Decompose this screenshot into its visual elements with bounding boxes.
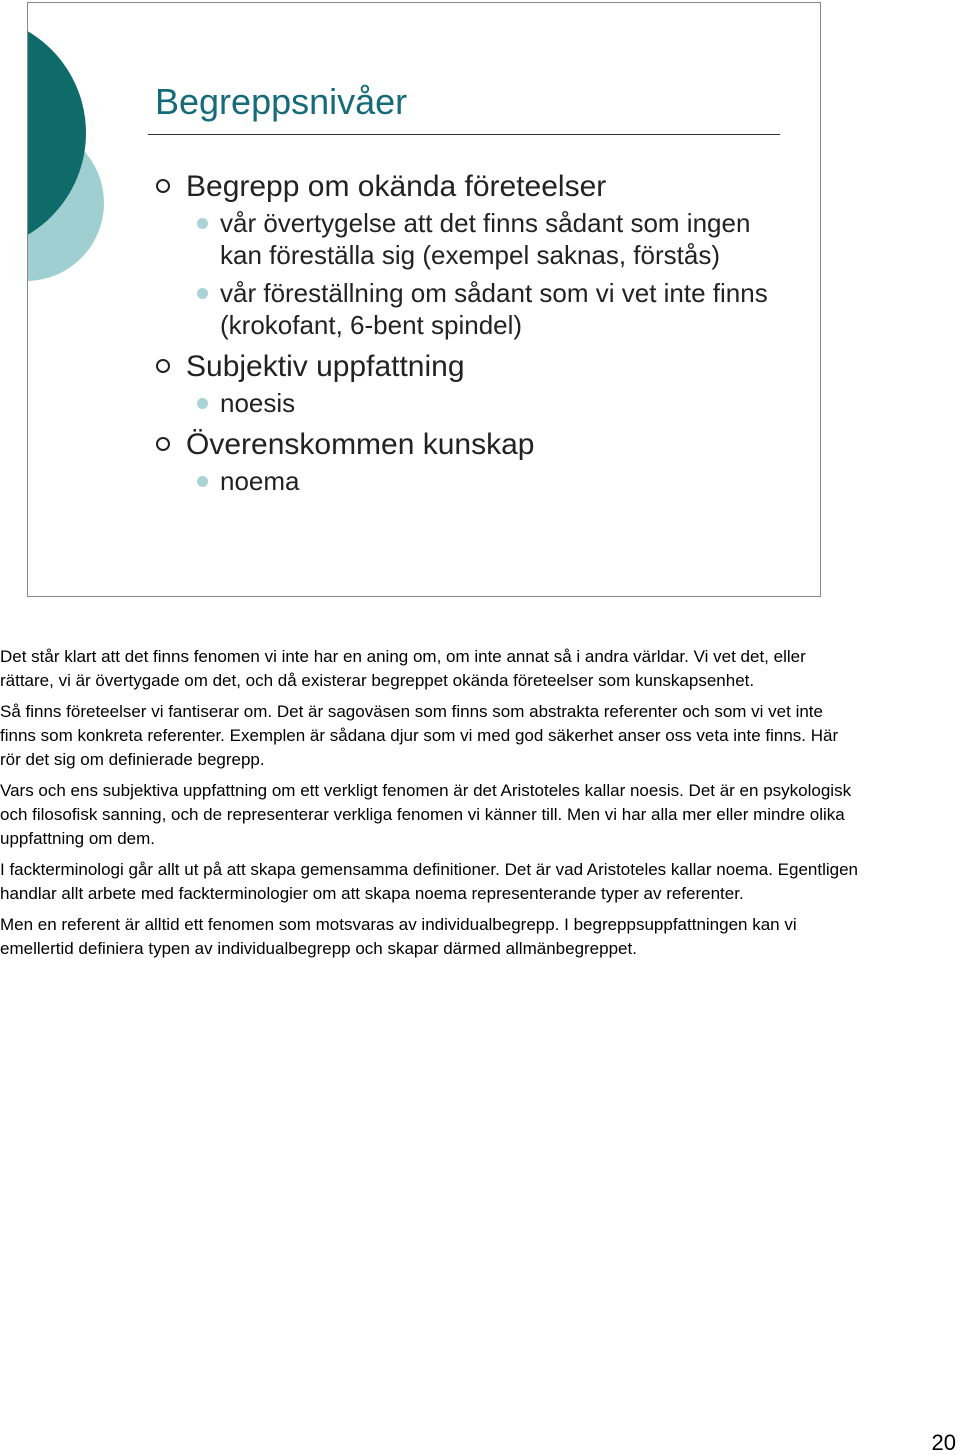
sub-bullet-label: vår föreställning om sådant som vi vet inte finns (krokofant, 6-bent spindel) bbox=[220, 278, 768, 340]
dot-icon bbox=[197, 288, 208, 299]
sub-bullet-label: vår övertygelse att det finns sådant som ingen kan föreställa sig (exempel saknas, förstås) bbox=[220, 208, 751, 270]
bullet-list bbox=[156, 167, 796, 497]
notes-paragraph: I fackterminologi går allt ut på att skapa gemensamma definitioner. Det är vad Aristoteles kallar noema. Egentligen handlar allt arbete med fackterminologier om att skapa noema representerande typer av referenter. bbox=[0, 860, 859, 903]
notes-paragraph: Det står klart att det finns fenomen vi inte har en aning om, om inte annat så i andra världar. Vi vet det, eller rättare, vi är övertygade om det, och då existerar begreppet okända företeelser som kunskapsenhet. bbox=[0, 647, 806, 690]
sub-bullet-item bbox=[156, 387, 796, 419]
notes-paragraph: Så finns företeelser vi fantiserar om. Det är sagoväsen som finns som abstrakta referenter och som vi vet inte finns som konkreta referenter. Exemplen är sådana djur som vi med god säkerhet anser oss veta inte finns. Här rör det sig om definierade begrepp. bbox=[0, 702, 839, 769]
speaker-notes bbox=[0, 645, 860, 968]
slide bbox=[27, 2, 821, 597]
notes-paragraph: Vars och ens subjektiva uppfattning om ett verkligt fenomen är det Aristoteles kallar noesis. Det är en psykologisk och filosofisk sanning, och de representerar verkliga fenomen vi känner till. Men vi har alla mer eller mindre olika uppfattning om dem. bbox=[0, 781, 852, 848]
notes-paragraph: Men en referent är alltid ett fenomen som motsvaras av individualbegrepp. I begreppsuppfattningen kan vi emellertid definiera typen av individualbegrepp och skapar därmed allmänbegreppet. bbox=[0, 915, 797, 958]
dot-icon bbox=[197, 218, 208, 229]
bullet-label: Begrepp om okända företeelser bbox=[186, 170, 607, 203]
sub-bullet-item bbox=[156, 207, 796, 271]
page-number: 20 bbox=[931, 1430, 956, 1455]
slide-title: Begreppsnivåer bbox=[155, 81, 408, 122]
sub-bullet-item bbox=[156, 277, 796, 341]
hollow-circle-icon bbox=[156, 179, 170, 193]
hollow-circle-icon bbox=[156, 437, 170, 451]
bullet-label: Subjektiv uppfattning bbox=[186, 350, 465, 383]
title-divider bbox=[148, 134, 780, 135]
bullet-item bbox=[156, 167, 796, 207]
bullet-label: Överenskommen kunskap bbox=[186, 428, 535, 461]
bullet-item bbox=[156, 347, 796, 387]
decorative-circles bbox=[28, 3, 148, 333]
bullet-item bbox=[156, 425, 796, 465]
sub-bullet-item bbox=[156, 465, 796, 497]
sub-bullet-label: noesis bbox=[220, 388, 296, 418]
dot-icon bbox=[197, 398, 208, 409]
hollow-circle-icon bbox=[156, 359, 170, 373]
sub-bullet-label: noema bbox=[220, 466, 300, 496]
dot-icon bbox=[197, 476, 208, 487]
